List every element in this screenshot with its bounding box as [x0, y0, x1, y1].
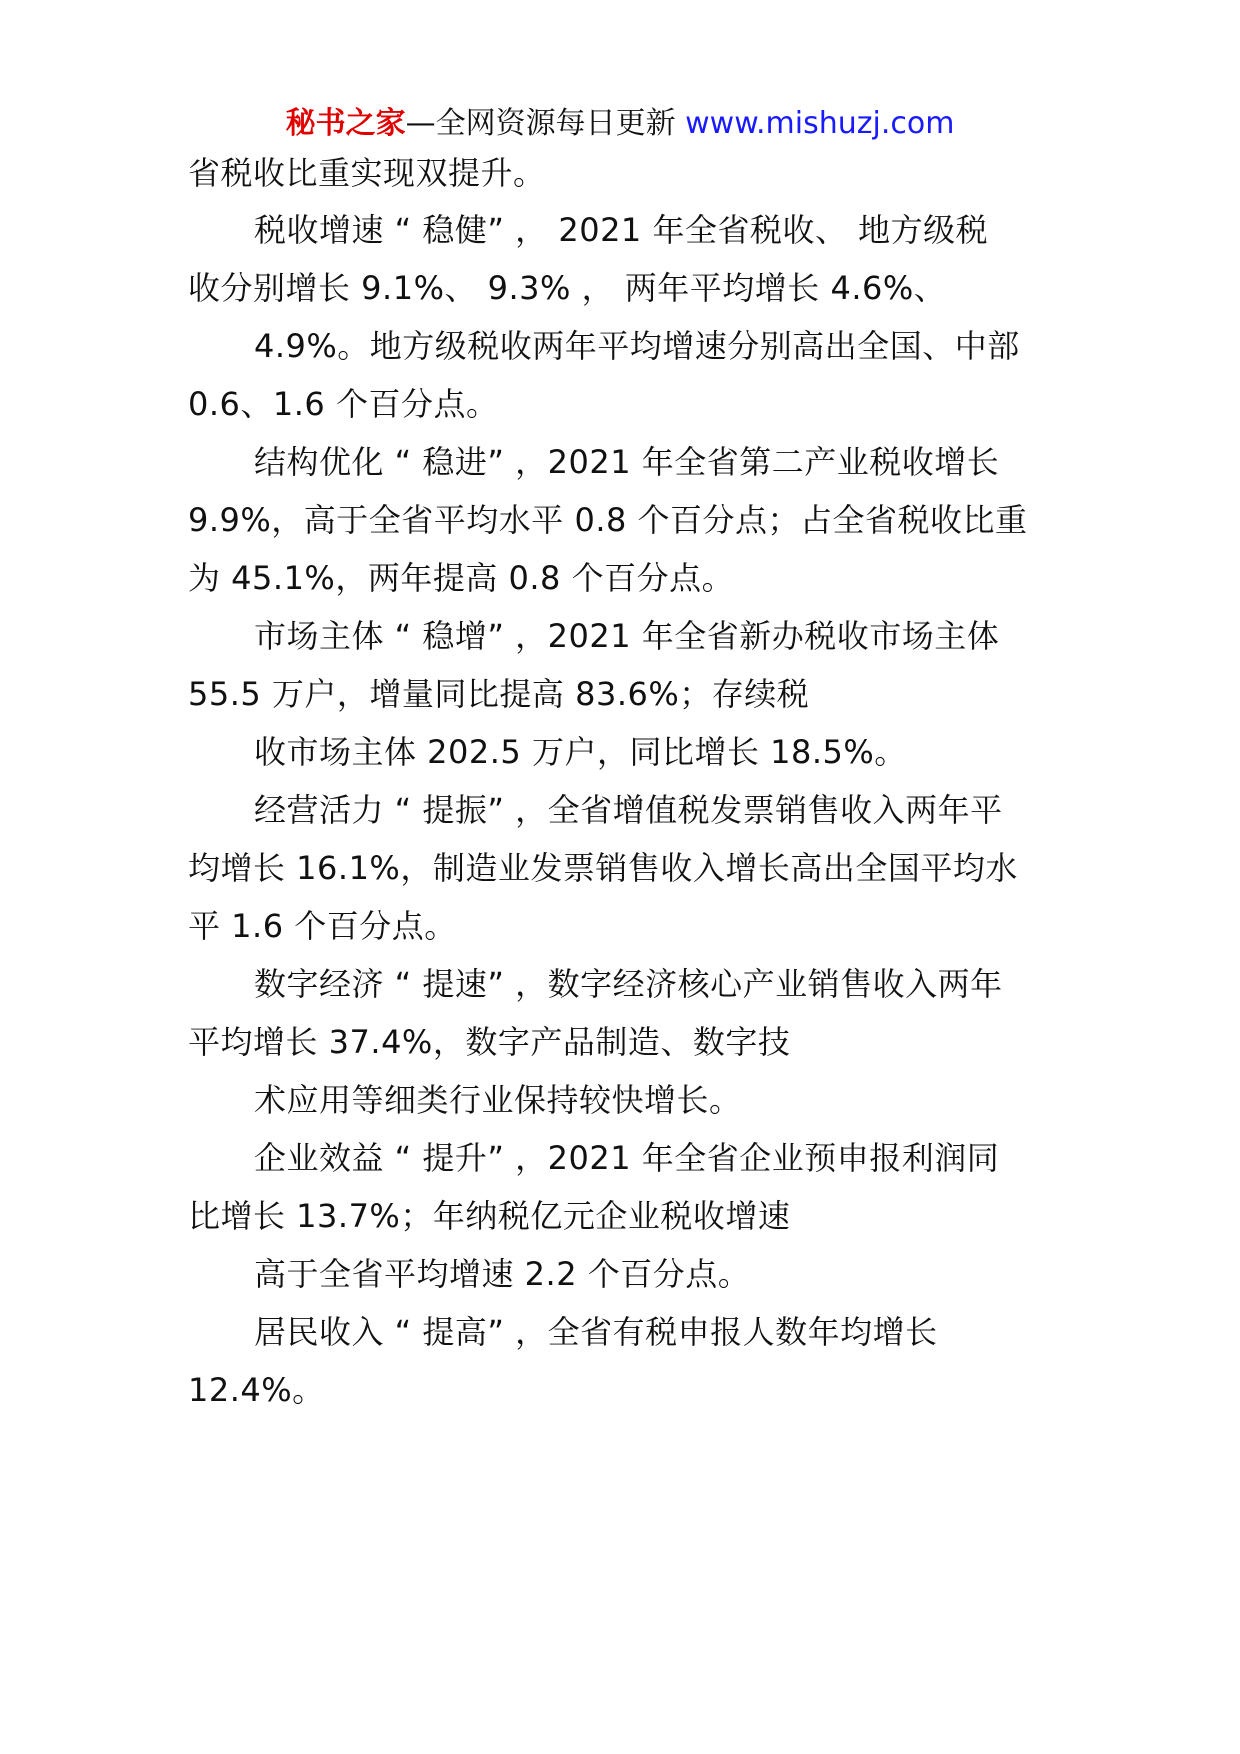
header-brand: 秘书之家 [285, 106, 406, 141]
text-line: 数字经济 “ 提速” ，数字经济核心产业销售收入两年 [254, 965, 1003, 1003]
text-line: 高于全省平均增速 2.2 个百分点。 [254, 1255, 751, 1293]
page-header [0, 102, 1240, 146]
text-line: 比增长 13.7%；年纳税亿元企业税收增速 [188, 1197, 791, 1235]
text-line: 居民收入 “ 提高” ，全省有税申报人数年均增长 [254, 1313, 938, 1351]
header-tagline: —全网资源每日更新 [405, 106, 676, 141]
text-line: 9.9%，高于全省平均水平 0.8 个百分点；占全省税收比重 [188, 501, 1028, 539]
text-line: 为 45.1%，两年提高 0.8 个百分点。 [188, 559, 735, 597]
text-line: 均增长 16.1%，制造业发票销售收入增长高出全国平均水 [188, 849, 1018, 887]
text-line: 术应用等细类行业保持较快增长。 [254, 1081, 742, 1119]
text-line: 收分别增长 9.1%、 9.3% ， 两年平均增长 4.6%、 [188, 269, 947, 307]
text-line: 企业效益 “ 提升” ，2021 年全省企业预申报利润同 [254, 1139, 1000, 1177]
header-url[interactable]: www.mishuzj.com [685, 106, 955, 141]
text-line: 税收增速 “ 稳健” ， 2021 年全省税收、 地方级税 [254, 211, 989, 249]
text-line: 12.4%。 [188, 1371, 325, 1409]
text-line: 经营活力 “ 提振” ，全省增值税发票销售收入两年平 [254, 791, 1003, 829]
text-line: 结构优化 “ 稳进” ，2021 年全省第二产业税收增长 [254, 443, 1000, 481]
text-line: 平均增长 37.4%，数字产品制造、数字技 [188, 1023, 791, 1061]
text-line: 4.9%。地方级税收两年平均增速分别高出全国、中部 [254, 327, 1020, 365]
text-line: 收市场主体 202.5 万户，同比增长 18.5%。 [254, 733, 907, 771]
text-line: 0.6、1.6 个百分点。 [188, 385, 499, 423]
text-line: 省税收比重实现双提升。 [188, 154, 546, 192]
text-line: 55.5 万户，增量同比提高 83.6%；存续税 [188, 675, 810, 713]
text-line: 平 1.6 个百分点。 [188, 907, 457, 945]
text-line: 市场主体 “ 稳增” ，2021 年全省新办税收市场主体 [254, 617, 1000, 655]
